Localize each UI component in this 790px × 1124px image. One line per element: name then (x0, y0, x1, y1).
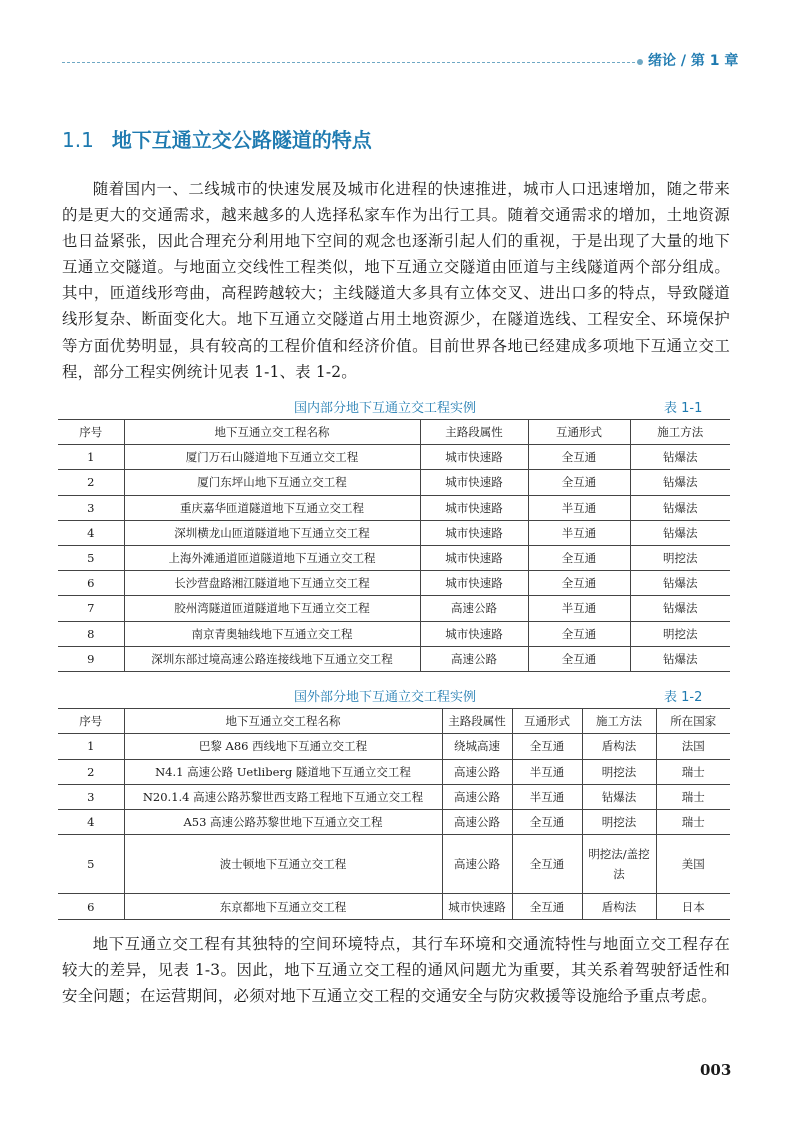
table-header-cell: 序号 (58, 420, 124, 445)
table-cell: 全互通 (512, 835, 582, 894)
table-cell: 1 (58, 734, 124, 759)
table-cell: 半互通 (512, 759, 582, 784)
table-header-row (58, 420, 730, 445)
table-cell: A53 高速公路苏黎世地下互通立交工程 (124, 810, 442, 835)
table-cell: 绕城高速 (442, 734, 512, 759)
table-cell: 6 (58, 571, 124, 596)
table-cell: 全互通 (528, 571, 630, 596)
table-cell: 高速公路 (442, 759, 512, 784)
page-number: 003 (700, 1061, 732, 1079)
table-cell: 半互通 (528, 520, 630, 545)
table-cell: 全互通 (512, 894, 582, 919)
section-heading (62, 124, 372, 153)
table-cell: 7 (58, 596, 124, 621)
table-cell: 城市快速路 (420, 545, 528, 570)
table-cell: 美国 (656, 835, 730, 894)
table-cell: 2 (58, 470, 124, 495)
table-row (58, 784, 730, 809)
table-cell: 瑞士 (656, 759, 730, 784)
table2-caption: 国外部分地下互通立交工程实例 (294, 690, 477, 705)
table-header-cell: 施工方法 (630, 420, 730, 445)
table-cell: 全互通 (528, 646, 630, 671)
table-row (58, 759, 730, 784)
table-cell: 高速公路 (442, 810, 512, 835)
table-row (58, 596, 730, 621)
intro-paragraph-block (62, 176, 730, 385)
table-cell: 5 (58, 545, 124, 570)
table-cell: 深圳横龙山匝道隧道地下互通立交工程 (124, 520, 420, 545)
table-cell: 长沙营盘路湘江隧道地下互通立交工程 (124, 571, 420, 596)
table-cell: 城市快速路 (420, 495, 528, 520)
table-cell: 高速公路 (420, 596, 528, 621)
table-row (58, 810, 730, 835)
table-cell: 盾构法 (582, 894, 656, 919)
table-cell: 明挖法 (630, 545, 730, 570)
table-cell: 全互通 (528, 621, 630, 646)
table-cell: 波士顿地下互通立交工程 (124, 835, 442, 894)
table-header-cell: 主路段属性 (442, 709, 512, 734)
table-row (58, 495, 730, 520)
table-cell: 厦门万石山隧道地下互通立交工程 (124, 445, 420, 470)
table-cell: 明挖法 (630, 621, 730, 646)
table-cell: 钻爆法 (630, 646, 730, 671)
table-header-cell: 主路段属性 (420, 420, 528, 445)
table-cell: 法国 (656, 734, 730, 759)
table-cell: 3 (58, 784, 124, 809)
domestic-projects-table (58, 419, 730, 672)
table1-caption: 国内部分地下互通立交工程实例 (294, 401, 477, 416)
table-header-cell: 互通形式 (512, 709, 582, 734)
table-cell: 3 (58, 495, 124, 520)
closing-paragraph: 地下互通立交工程有其独特的空间环境特点，其行车环境和交通流特性与地面立交工程存在较大的差异，见表 1-3。因此，地下互通立交工程的通风问题尤为重要，其关系着驾驶舒适性和安全问题；在运营期间，必须对地下互通立交工程的交通安全与防灾救援等设施给予重点考虑。 (62, 935, 730, 1006)
table-cell: 9 (58, 646, 124, 671)
table-cell: 城市快速路 (420, 621, 528, 646)
table-cell: 钻爆法 (630, 445, 730, 470)
table-cell: 4 (58, 520, 124, 545)
closing-paragraph-block (62, 931, 730, 1009)
table-row (58, 894, 730, 919)
table-header-cell: 序号 (58, 709, 124, 734)
table-cell: 全互通 (528, 470, 630, 495)
table-cell: 8 (58, 621, 124, 646)
table-cell: 上海外滩通道匝道隧道地下互通立交工程 (124, 545, 420, 570)
table-cell: 南京青奥轴线地下互通立交工程 (124, 621, 420, 646)
table-cell: 东京都地下互通立交工程 (124, 894, 442, 919)
table-cell: 明挖法/盖挖法 (582, 835, 656, 894)
table-cell: 明挖法 (582, 810, 656, 835)
table-row (58, 545, 730, 570)
table-cell: 高速公路 (442, 835, 512, 894)
table-header-cell: 地下互通立交工程名称 (124, 420, 420, 445)
table-cell: 半互通 (528, 495, 630, 520)
table-cell: 城市快速路 (420, 470, 528, 495)
table-cell: 城市快速路 (420, 520, 528, 545)
table-header-cell: 所在国家 (656, 709, 730, 734)
table-cell: 胶州湾隧道匝道隧道地下互通立交工程 (124, 596, 420, 621)
table-cell: 半互通 (528, 596, 630, 621)
table-row (58, 646, 730, 671)
table2-number: 表 1-2 (664, 690, 703, 705)
table-header-cell: 施工方法 (582, 709, 656, 734)
section-title: 地下互通立交公路隧道的特点 (111, 128, 372, 152)
table-cell: 城市快速路 (420, 571, 528, 596)
table-cell: 4 (58, 810, 124, 835)
table-cell: 6 (58, 894, 124, 919)
table-cell: 全互通 (528, 545, 630, 570)
table-cell: 2 (58, 759, 124, 784)
running-header: 绪论 / 第 1 章 (648, 53, 739, 69)
foreign-projects-table (58, 708, 730, 920)
intro-paragraph: 随着国内一、二线城市的快速发展及城市化进程的快速推进，城市人口迅速增加，随之带来的是更大的交通需求，越来越多的人选择私家车作为出行工具。随着交通需求的增加，土地资源也日益紧张，因此合理充分利用地下空间的观念也逐渐引起人们的重视，于是出现了大量的地下互通立交隧道。与地面立交线性工程类似，地下互通立交隧道由匝道与主线隧道两个部分组成。其中，匝道线形弯曲，高程跨越较大；主线隧道大多具有立体交叉、进出口多的特点，导致隧道线形复杂、断面变化大。地下互通立交隧道占用土地资源少，在隧道选线、工程安全、环境保护等方面优势明显，具有较高的工程价值和经济价值。目前世界各地已经建成多项地下互通立交工程，部分工程实例统计见表 1-1、表 1-2。 (62, 180, 730, 381)
table-cell: 城市快速路 (420, 445, 528, 470)
table-row (58, 621, 730, 646)
table-cell: 钻爆法 (630, 495, 730, 520)
table-cell: 全互通 (512, 810, 582, 835)
table-cell: 钻爆法 (630, 596, 730, 621)
table-cell: 钻爆法 (582, 784, 656, 809)
table-cell: 明挖法 (582, 759, 656, 784)
table-row (58, 571, 730, 596)
header-rule-dot (637, 59, 643, 65)
table-header-cell: 互通形式 (528, 420, 630, 445)
table-row (58, 445, 730, 470)
table-header-row (58, 709, 730, 734)
table-cell: 钻爆法 (630, 470, 730, 495)
table-cell: 钻爆法 (630, 571, 730, 596)
header-rule (62, 62, 640, 63)
table-cell: 瑞士 (656, 810, 730, 835)
table-cell: 全互通 (512, 734, 582, 759)
table-cell: 城市快速路 (442, 894, 512, 919)
table-cell: 重庆嘉华匝道隧道地下互通立交工程 (124, 495, 420, 520)
table1-number: 表 1-1 (664, 401, 703, 416)
table-cell: 高速公路 (442, 784, 512, 809)
table-cell: 5 (58, 835, 124, 894)
table-cell: N4.1 高速公路 Uetliberg 隧道地下互通立交工程 (124, 759, 442, 784)
section-number: 1.1 (62, 128, 94, 152)
table-cell: 高速公路 (420, 646, 528, 671)
table-cell: 瑞士 (656, 784, 730, 809)
table-cell: 日本 (656, 894, 730, 919)
table-cell: N20.1.4 高速公路苏黎世西支路工程地下互通立交工程 (124, 784, 442, 809)
table-cell: 全互通 (528, 445, 630, 470)
table-cell: 巴黎 A86 西线地下互通立交工程 (124, 734, 442, 759)
table-cell: 半互通 (512, 784, 582, 809)
table-row (58, 470, 730, 495)
table-row (58, 734, 730, 759)
table-cell: 厦门东坪山地下互通立交工程 (124, 470, 420, 495)
table-header-cell: 地下互通立交工程名称 (124, 709, 442, 734)
table-row (58, 520, 730, 545)
table-cell: 钻爆法 (630, 520, 730, 545)
table-cell: 1 (58, 445, 124, 470)
table-cell: 深圳东部过境高速公路连接线地下互通立交工程 (124, 646, 420, 671)
table-row (58, 835, 730, 894)
table-cell: 盾构法 (582, 734, 656, 759)
